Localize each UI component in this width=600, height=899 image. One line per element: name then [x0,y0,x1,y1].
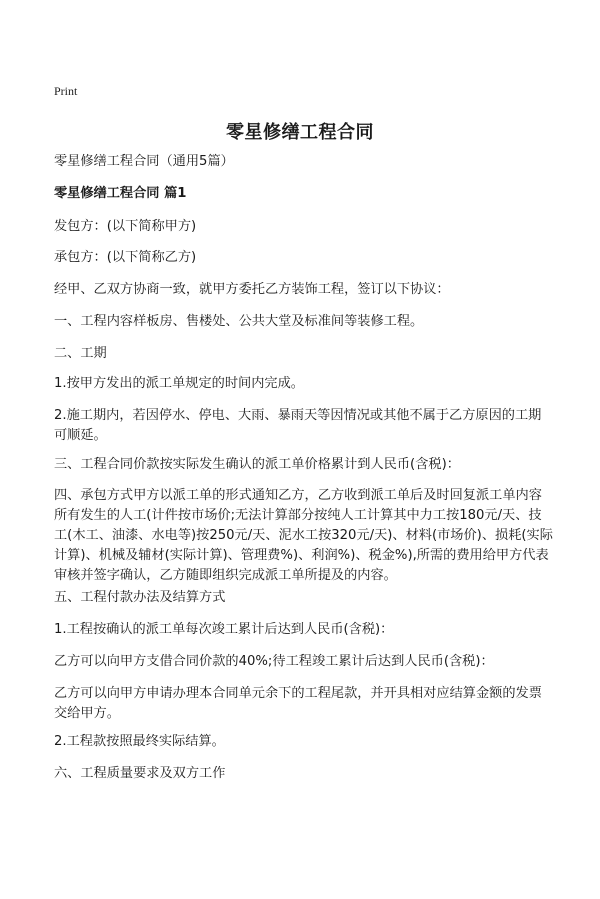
section-heading: 零星修缮工程合同 篇1 [54,186,187,201]
paragraph: 经甲、乙双方协商一致，就甲方委托乙方装饰工程，签订以下协议： [54,282,450,297]
paragraph: 2.施工期内，若因停水、停电、大雨、暴雨天等因情况或其他不属于乙方原因的工期可顺延。 [54,408,542,443]
paragraph: 一、工程内容样板房、售楼处、公共大堂及标准间等装修工程。 [54,314,424,329]
paragraph: 三、工程合同价款按实际发生确认的派工单价格累计到人民币(含税)： [54,457,460,472]
paragraph: 发包方：(以下简称甲方) [54,219,197,234]
paragraph: 乙方可以向甲方支借合同价款的40%;待工程竣工累计后达到人民币(含税)： [54,654,494,669]
paragraph: 2.工程款按照最终实际结算。 [54,734,225,749]
paragraph: 四、承包方式甲方以派工单的形式通知乙方，乙方收到派工单后及时回复派工单内容所有发生的人工(计件按市场价;无法计算部分按纯人工计算其中力工按180元/天、技工(木工、油漆、水电等)按250元/天、泥水工按320元/天)、材料(市场价)、损耗(实际计算)、机械及辅材(实际计算)、管理费%)、利润%)、税金%),所需的费用给甲方代表审核并签字确认，乙方随即组织完成派工单所提及的内容。 [54,488,553,583]
paragraph: 承包方：(以下简称乙方) [54,250,197,265]
print-link[interactable]: Print [54,84,78,98]
subtitle: 零星修缮工程合同（通用5篇） [54,154,234,169]
paragraph: 二、工期 [54,346,107,361]
paragraph: 1.按甲方发出的派工单规定的时间内完成。 [54,376,304,391]
paragraph: 1.工程按确认的派工单每次竣工累计后达到人民币(含税)： [54,622,394,637]
document-title: 零星修缮工程合同 [226,122,374,143]
paragraph: 六、工程质量要求及双方工作 [54,766,226,781]
paragraph: 五、工程付款办法及结算方式 [54,590,226,605]
paragraph: 乙方可以向甲方申请办理本合同单元余下的工程尾款，并开具相对应结算金额的发票交给甲方。 [54,686,542,721]
